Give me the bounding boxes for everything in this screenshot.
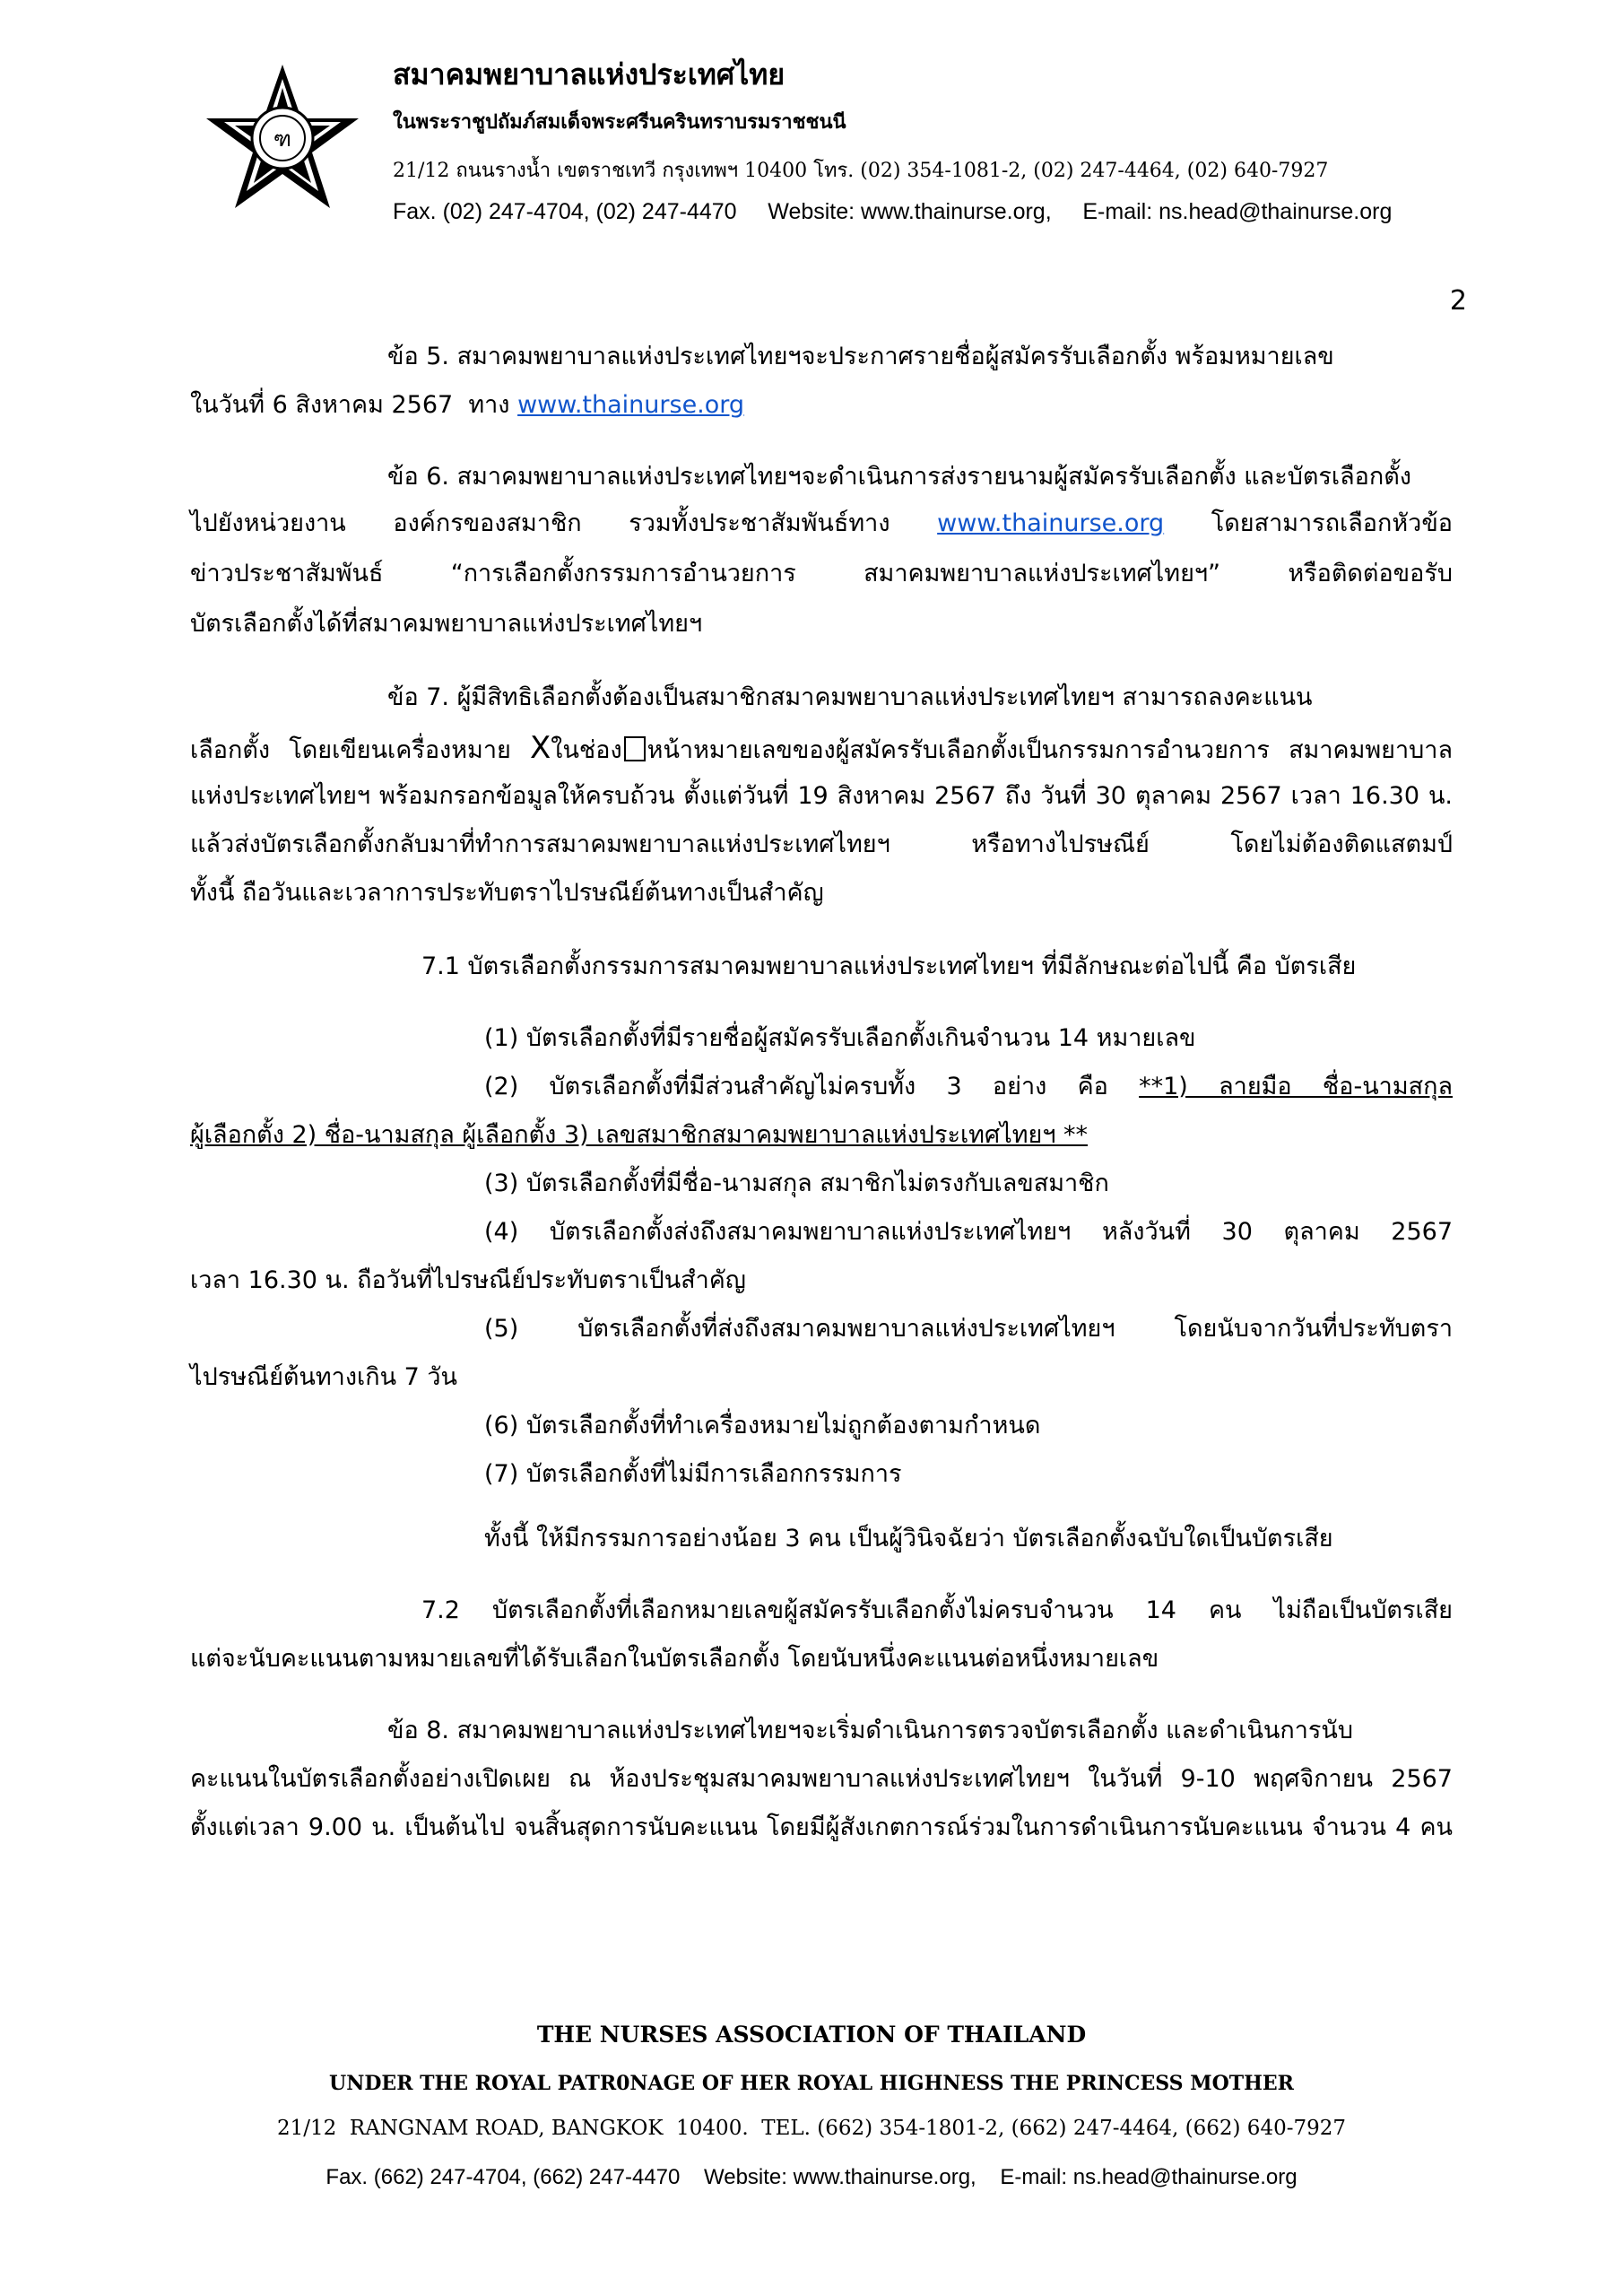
clause-8-line-3: ตั้งแต่เวลา 9.00 น. เป็นต้นไป จนสิ้นสุดการนับคะแนน โดยมีผู้สังเกตการณ์ร่วมในการดำเนินการนับคะแนน จำนวน 4 คน [190, 1813, 1453, 1841]
item-2-line-1: (2) บัตรเลือกตั้งที่มีส่วนสำคัญไม่ครบทั้ง 3 อย่าง คือ **1) ลายมือ ชื่อ-นามสกุล [484, 1073, 1453, 1100]
footer-fax-web-email: Fax. (662) 247-4704, (662) 247-4470 Website: www.thainurse.org, E-mail: ns.head@thainurse.org [325, 2165, 1298, 2189]
footer-patronage-en: UNDER THE ROYAL PATR0NAGE OF HER ROYAL HIGHNESS THE PRINCESS MOTHER [329, 2072, 1294, 2095]
website-link[interactable]: www.thainurse.org [517, 391, 745, 419]
clause-7-line-5: ทั้งนี้ ถือวันและเวลาการประทับตราไปรษณีย์ต้นทางเป็นสำคัญ [190, 879, 824, 907]
clause-7-line-2: เลือกตั้ง โดยเขียนเครื่องหมาย Xในช่อง หน้าหมายเลขของผู้สมัครรับเลือกตั้งเป็นกรรมการอำนวยการ สมาคมพยาบาล [190, 730, 1453, 766]
header-fax-web-email: Fax. (02) 247-4704, (02) 247-4470 Website: www.thainurse.org, E-mail: ns.head@thainurse.org [393, 199, 1393, 224]
clause-7-line-1: ข้อ 7. ผู้มีสิทธิเลือกตั้งต้องเป็นสมาชิกสมาคมพยาบาลแห่งประเทศไทยฯ สามารถลงคะแนน [387, 683, 1313, 711]
clause-6-line-3: ข่าวประชาสัมพันธ์ “การเลือกตั้งกรรมการอำนวยการ สมาคมพยาบาลแห่งประเทศไทยฯ” หรือติดต่อขอรับ [190, 560, 1453, 587]
clause-8-line-2: คะแนนในบัตรเลือกตั้งอย่างเปิดเผย ณ ห้องประชุมสมาคมพยาบาลแห่งประเทศไทยฯ ในวันที่ 9-10 พฤศจิกายน 2567 [190, 1765, 1453, 1793]
checkbox-symbol [624, 736, 646, 761]
section-7-2-line-1: 7.2 บัตรเลือกตั้งที่เลือกหมายเลขผู้สมัครรับเลือกตั้งไม่ครบจำนวน 14 คน ไม่ถือเป็นบัตรเสีย [421, 1596, 1453, 1624]
clause-5-line-2: ในวันที่ 6 สิงหาคม 2567 ทาง www.thainurse.org [190, 391, 745, 419]
header-org-name-th: สมาคมพยาบาลแห่งประเทศไทย [393, 57, 785, 91]
item-4-line-1: (4) บัตรเลือกตั้งส่งถึงสมาคมพยาบาลแห่งประเทศไทยฯ หลังวันที่ 30 ตุลาคม 2567 [484, 1218, 1453, 1246]
association-star-logo [203, 63, 362, 222]
header-address-th: 21/12 ถนนรางน้ำ เขตราชเทวี กรุงเทพฯ 10400 โทร. (02) 354-1081-2, (02) 247-4464, (02) 640-7927 [393, 160, 1329, 182]
item-6: (6) บัตรเลือกตั้งที่ทำเครื่องหมายไม่ถูกต้องตามกำหนด [484, 1412, 1041, 1439]
section-7-1-note: ทั้งนี้ ให้มีกรรมการอย่างน้อย 3 คน เป็นผู้วินิจฉัยว่า บัตรเลือกตั้งฉบับใดเป็นบัตรเสีย [484, 1525, 1333, 1552]
clause-6-line-4: บัตรเลือกตั้งได้ที่สมาคมพยาบาลแห่งประเทศไทยฯ [190, 610, 703, 638]
x-mark-symbol: X [529, 730, 551, 766]
svg-text:ฑ: ฑ [273, 126, 291, 152]
page-number: 2 [1449, 285, 1467, 317]
clause-7-line-4: แล้วส่งบัตรเลือกตั้งกลับมาที่ทำการสมาคมพยาบาลแห่งประเทศไทยฯ หรือทางไปรษณีย์ โดยไม่ต้องติดแสตมป์ [190, 831, 1453, 858]
clause-8-line-1: ข้อ 8. สมาคมพยาบาลแห่งประเทศไทยฯจะเริ่มดำเนินการตรวจบัตรเลือกตั้ง และดำเนินการนับ [387, 1717, 1353, 1744]
clause-5-line-1: ข้อ 5. สมาคมพยาบาลแห่งประเทศไทยฯจะประกาศรายชื่อผู้สมัครรับเลือกตั้ง พร้อมหมายเลข [387, 343, 1334, 370]
item-5-line-2: ไปรษณีย์ต้นทางเกิน 7 วัน [190, 1363, 458, 1391]
item-4-line-2: เวลา 16.30 น. ถือวันที่ไปรษณีย์ประทับตราเป็นสำคัญ [190, 1266, 746, 1294]
item-5-line-1: (5) บัตรเลือกตั้งที่ส่งถึงสมาคมพยาบาลแห่งประเทศไทยฯ โดยนับจากวันที่ประทับตรา [484, 1315, 1453, 1343]
item-3: (3) บัตรเลือกตั้งที่มีชื่อ-นามสกุล สมาชิกไม่ตรงกับเลขสมาชิก [484, 1170, 1109, 1197]
footer-address-en: 21/12 RANGNAM ROAD, BANGKOK 10400. TEL. (662) 354-1801-2, (662) 247-4464, (662) 640-7927 [276, 2117, 1347, 2140]
section-7-2-line-2: แต่จะนับคะแนนตามหมายเลขที่ได้รับเลือกในบัตรเลือกตั้ง โดยนับหนึ่งคะแนนต่อหนึ่งหมายเลข [190, 1645, 1159, 1673]
item-7: (7) บัตรเลือกตั้งที่ไม่มีการเลือกกรรมการ [484, 1460, 902, 1488]
clause-6-line-2: ไปยังหน่วยงาน องค์กรของสมาชิก รวมทั้งประชาสัมพันธ์ทาง www.thainurse.org โดยสามารถเลือกหัวข้อ [190, 509, 1454, 537]
section-7-1: 7.1 บัตรเลือกตั้งกรรมการสมาคมพยาบาลแห่งประเทศไทยฯ ที่มีลักษณะต่อไปนี้ คือ บัตรเสีย [421, 952, 1357, 980]
clause-6-line-1: ข้อ 6. สมาคมพยาบาลแห่งประเทศไทยฯจะดำเนินการส่งรายนามผู้สมัครรับเลือกตั้ง และบัตรเลือกตั้ง [387, 463, 1411, 491]
item-1: (1) บัตรเลือกตั้งที่มีรายชื่อผู้สมัครรับเลือกตั้งเกินจำนวน 14 หมายเลข [484, 1024, 1196, 1052]
footer-org-name-en: THE NURSES ASSOCIATION OF THAILAND [536, 2022, 1087, 2048]
header-patronage-th: ในพระราชูปถัมภ์สมเด็จพระศรีนครินทราบรมราชชนนี [393, 110, 846, 134]
clause-7-line-3: แห่งประเทศไทยฯ พร้อมกรอกข้อมูลให้ครบถ้วน ตั้งแต่วันที่ 19 สิงหาคม 2567 ถึง วันที่ 30 ตุลาคม 2567 เวลา 16.30 น. [190, 782, 1453, 810]
website-link[interactable]: www.thainurse.org [937, 509, 1165, 537]
item-2-line-2: ผู้เลือกตั้ง 2) ชื่อ-นามสกุล ผู้เลือกตั้ง 3) เลขสมาชิกสมาคมพยาบาลแห่งประเทศไทยฯ ** [190, 1121, 1089, 1149]
